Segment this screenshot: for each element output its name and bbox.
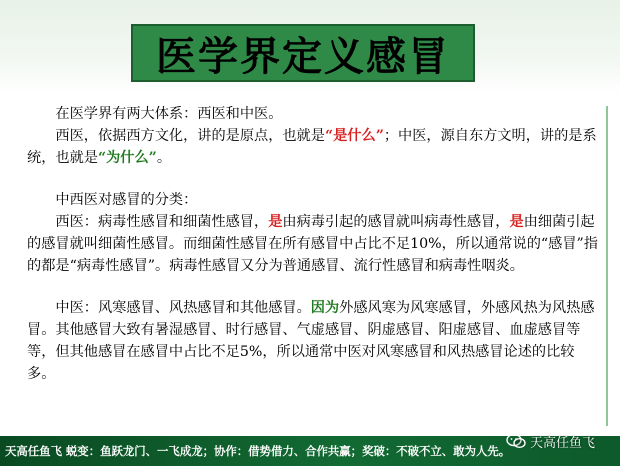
slide-title: 医学界定义感冒 [156, 32, 450, 80]
footer-slogan: 天高任鱼飞 蜕变：鱼跃龙门、一飞成龙；协作：借势借力、合作共赢；奖破：不破不立、敢为人先。 [5, 444, 511, 458]
title-box [131, 24, 475, 82]
watermark [506, 430, 595, 452]
highlight-shi-1: 是 [268, 214, 283, 230]
chinese-paragraph: 中医：风寒感冒、风热感冒和其他感冒。因为外感风寒为风寒感冒，外感风热为风热感冒。其他感冒大致有暑湿感冒、时行感冒、气虚感冒、阴虚感冒、阳虚感冒、血虚感冒等等，但其他感冒在感冒中占比不足5%，所以通常中医对风寒感冒和风热感冒论述的比较多。 [27, 300, 595, 382]
western-paragraph: 西医：病毒性感冒和细菌性感冒，是由病毒引起的感冒就叫病毒性感冒，是由细菌引起的感冒就叫细菌性感冒。而细菌性感冒在所有感冒中占比不足10%，所以通常说的“感冒”指的都是“病毒性感冒”。病毒性感冒又分为普通感冒、流行性感冒和病毒性咽炎。 [27, 214, 598, 274]
spacer [27, 277, 601, 297]
classification-heading: 中西医对感冒的分类： [55, 192, 198, 208]
highlight-because: 因为 [310, 300, 340, 316]
watermark-text: 天高任鱼飞 [530, 435, 596, 451]
spacer [27, 169, 601, 189]
wechat-icon [506, 433, 526, 449]
intro-line: 在医学界有两大体系：西医和中医。 [55, 106, 283, 122]
slide-body [27, 103, 601, 385]
highlight-why: “为什么” [97, 150, 157, 166]
intro-paragraph: 西医，依据西方文化，讲的是原点，也就是“是什么”；中医，源自东方文明，讲的是系统，也就是“为什么”。 [27, 128, 597, 166]
highlight-shi-2: 是 [509, 214, 524, 230]
highlight-what: “是什么” [324, 128, 384, 144]
right-divider [606, 106, 608, 426]
